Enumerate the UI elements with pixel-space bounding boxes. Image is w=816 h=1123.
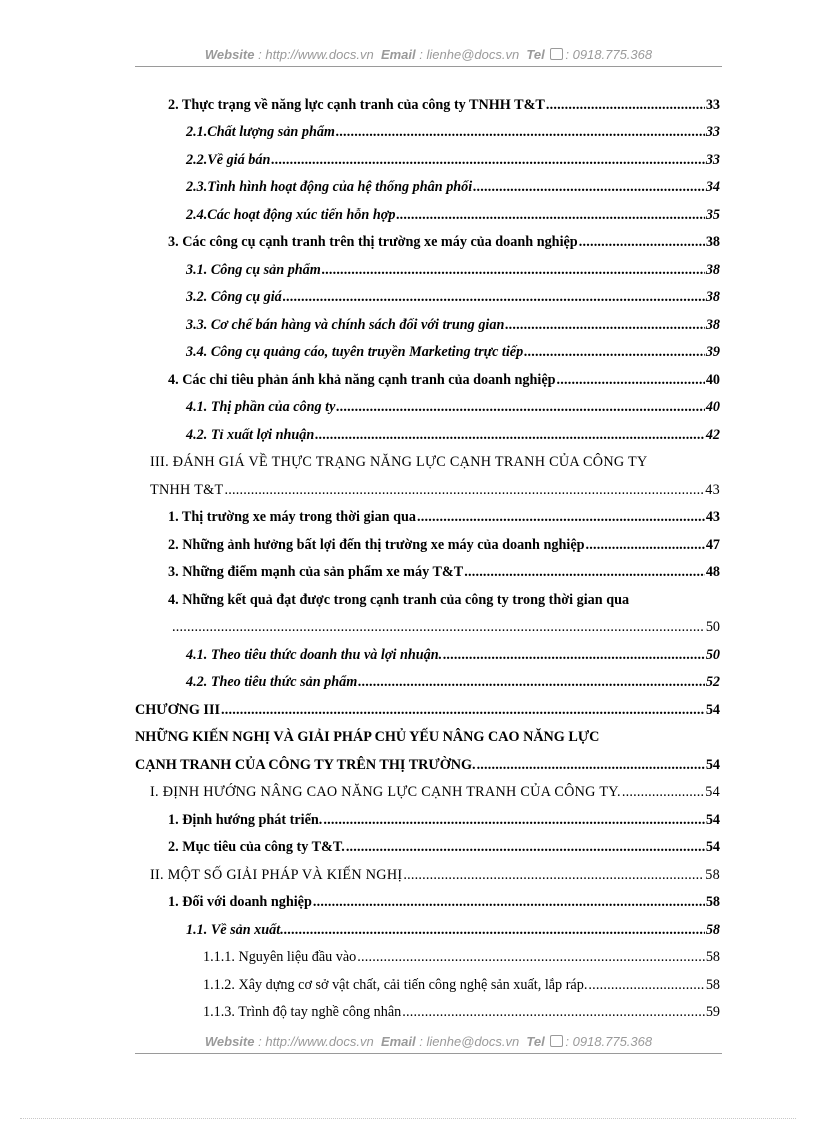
email-label: Email <box>380 1034 416 1049</box>
toc-entry[interactable]: 4.2. Theo tiêu thức sản phẩm ..... 52 <box>186 673 720 691</box>
toc-entry[interactable]: 4. Các chỉ tiêu phản ánh khả năng cạnh tranh của doanh nghiệp ..... 40 <box>168 371 720 389</box>
email-address[interactable]: : lienhe@docs.vn <box>419 47 520 62</box>
email-address[interactable]: : lienhe@docs.vn <box>419 1034 520 1049</box>
toc-entry[interactable]: 3.1. Công cụ sản phẩm ..... 38 <box>186 261 720 279</box>
page-edge-divider <box>20 1118 796 1119</box>
toc-entry[interactable]: TNHH T&T ..... 43 <box>150 481 720 499</box>
toc-entry[interactable]: II. MỘT SỐ GIẢI PHÁP VÀ KIẾN NGHỊ ..... 58 <box>150 866 720 884</box>
phone-icon <box>550 1035 563 1047</box>
tel-number: : 0918.775.368 <box>565 47 653 62</box>
toc-entry[interactable]: NHỮNG KIẾN NGHỊ VÀ GIẢI PHÁP CHỦ YẾU NÂNG CAO NĂNG LỰC <box>135 729 600 745</box>
page-footer <box>135 1034 722 1049</box>
toc-entry[interactable]: 4.2. Tỉ xuất lợi nhuận ..... 42 <box>186 426 720 444</box>
website-url[interactable]: : http://www.docs.vn <box>258 1034 374 1049</box>
toc-entry[interactable]: 1.1.1. Nguyên liệu đầu vào ..... 58 <box>203 948 720 966</box>
toc-entry[interactable]: 3.3. Cơ chế bán hàng và chính sách đối với trung gian ..... 38 <box>186 316 720 334</box>
toc-entry[interactable]: 2. Những ảnh hưởng bất lợi đến thị trường xe máy của doanh nghiệp ..... 47 <box>168 536 720 554</box>
website-url[interactable]: : http://www.docs.vn <box>258 47 374 62</box>
toc-entry[interactable]: 3. Những điểm mạnh của sản phẩm xe máy T&T ..... 48 <box>168 563 720 581</box>
toc-entry[interactable]: 3.2. Công cụ giá ..... 38 <box>186 288 720 306</box>
toc-entry[interactable]: CHƯƠNG III ..... 54 <box>135 701 720 719</box>
page-header <box>135 47 722 62</box>
website-label: Website <box>204 1034 255 1049</box>
toc-entry[interactable]: 2.1.Chất lượng sản phẩm ..... 33 <box>186 123 720 141</box>
toc-entry[interactable]: 3.4. Công cụ quảng cáo, tuyên truyền Marketing trực tiếp ..... 39 <box>186 343 720 361</box>
toc-entry[interactable]: 2.3.Tình hình hoạt động của hệ thống phân phối ..... 34 <box>186 178 720 196</box>
toc-entry[interactable]: 2.2.Về giá bán ..... 33 <box>186 151 720 169</box>
toc-entry[interactable]: 3. Các công cụ cạnh tranh trên thị trường xe máy của doanh nghiệp ..... 38 <box>168 233 720 251</box>
toc-entry[interactable]: 1. Định hướng phát triển. ..... 54 <box>168 811 720 829</box>
toc-entry[interactable]: 2. Mục tiêu của công ty T&T. ..... 54 <box>168 838 720 856</box>
phone-icon <box>550 48 563 60</box>
toc-entry[interactable]: 2.4.Các hoạt động xúc tiến hỗn hợp ..... 35 <box>186 206 720 224</box>
toc-entry[interactable]: 2. Thực trạng về năng lực cạnh tranh của công ty TNHH T&T ..... 33 <box>168 96 720 114</box>
tel-label: Tel <box>526 47 545 62</box>
toc-entry[interactable]: 1.1.2. Xây dựng cơ sở vật chất, cải tiến công nghệ sản xuất, lắp ráp. ..... 58 <box>203 976 720 994</box>
tel-label: Tel <box>526 1034 545 1049</box>
toc-entry[interactable]: 1.1.3. Trình độ tay nghề công nhân ..... 59 <box>203 1003 720 1021</box>
toc-entry[interactable]: 4.1. Thị phần của công ty ..... 40 <box>186 398 720 416</box>
email-label: Email <box>380 47 416 62</box>
toc-entry[interactable]: I. ĐỊNH HƯỚNG NÂNG CAO NĂNG LỰC CẠNH TRANH CỦA CÔNG TY. ..... 54 <box>150 783 720 801</box>
toc-entry[interactable]: III. ĐÁNH GIÁ VỀ THỰC TRẠNG NĂNG LỰC CẠNH TRANH CỦA CÔNG TY <box>150 454 648 470</box>
toc-entry[interactable]: 1. Thị trường xe máy trong thời gian qua ..... 43 <box>168 508 720 526</box>
website-label: Website <box>204 47 255 62</box>
tel-number: : 0918.775.368 <box>565 1034 653 1049</box>
toc-entry[interactable]: CẠNH TRANH CỦA CÔNG TY TRÊN THỊ TRƯỜNG. ..... 54 <box>135 756 720 774</box>
toc-entry[interactable]: 1. Đối với doanh nghiệp ..... 58 <box>168 893 720 911</box>
toc-entry[interactable]: 1.1. Về sản xuất ..... 58 <box>186 921 720 939</box>
toc-entry[interactable]: 4.1. Theo tiêu thức doanh thu và lợi nhuận. ..... 50 <box>186 646 720 664</box>
toc-entry[interactable]: 4. Những kết quả đạt được trong cạnh tranh của công ty trong thời gian qua <box>168 592 630 608</box>
footer-rule <box>135 1053 722 1054</box>
header-rule <box>135 66 722 67</box>
toc-entry[interactable]: ..... 50 <box>172 618 720 636</box>
